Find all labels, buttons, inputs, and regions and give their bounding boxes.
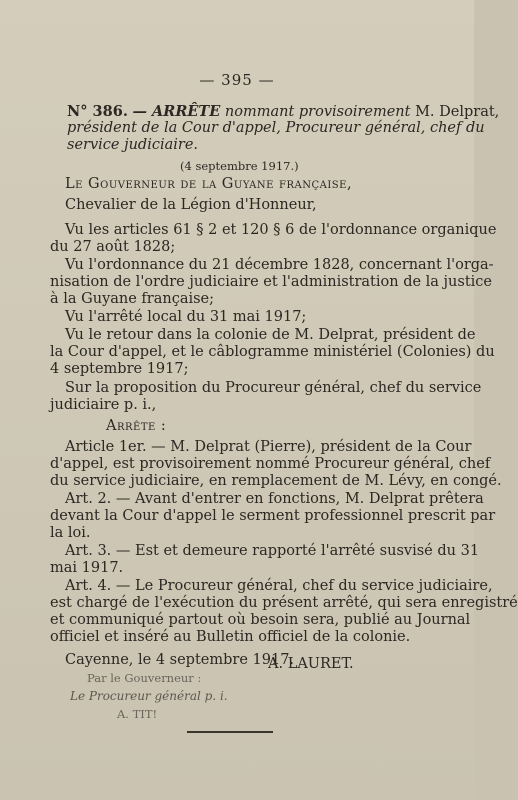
page-number: — 395 —: [199, 71, 275, 89]
decree-number: N° 386.: [67, 103, 128, 120]
article-line: et communiqué partout où besoin sera, publié au Journal: [50, 612, 471, 628]
recital-line: Vu le retour dans la colonie de M. Delprat, président de: [65, 327, 476, 343]
decree-title-line-3: service judiciaire.: [67, 137, 199, 153]
signatory-name: A. LAURET.: [268, 656, 354, 672]
article-line: officiel et inséré au Bulletin officiel de la colonie.: [50, 629, 411, 645]
place-date: Cayenne, le 4 septembre 1917.: [65, 652, 295, 668]
article-line: Art. 3. — Est et demeure rapporté l'arrêté susvisé du 31: [65, 543, 480, 559]
recital-line: Vu l'arrêté local du 31 mai 1917;: [65, 309, 307, 325]
decree-title-name: M. Delprat,: [415, 104, 500, 120]
recital-line: du 27 août 1828;: [50, 239, 176, 255]
recital-line: à la Guyane française;: [50, 291, 215, 307]
decree-title-line-1: [67, 103, 499, 121]
decree-date: (4 septembre 1917.): [180, 159, 299, 173]
article-line: du service judiciaire, en remplacement de M. Lévy, en congé.: [50, 473, 502, 489]
issuer-line-1: Le Gouverneur de la Guyane française,: [65, 176, 353, 192]
decree-title-line-2: président de la Cour d'appel, Procureur général, chef du: [67, 120, 485, 136]
recital-line: 4 septembre 1917;: [50, 361, 189, 377]
recital-line: Vu les articles 61 § 2 et 120 § 6 de l'ordonnance organique: [65, 222, 497, 238]
article-line: Article 1er. — M. Delprat (Pierre), président de la Cour: [65, 439, 472, 455]
article-line: la loi.: [50, 525, 91, 541]
article-line: d'appel, est provisoirement nommé Procureur général, chef: [50, 456, 491, 472]
recital-line: judiciaire p. i.,: [50, 397, 157, 413]
prosecutor-initials: A. TIT!: [117, 707, 158, 721]
recital-line: Sur la proposition du Procureur général, chef du service: [65, 380, 482, 396]
recital-line: nisation de l'ordre judiciaire et l'administration de la justice: [50, 274, 493, 290]
per-governor-line: Par le Gouverneur :: [87, 671, 202, 685]
article-line: mai 1917.: [50, 560, 124, 576]
article-line: devant la Cour d'appel le serment professionnel prescrit par: [50, 508, 496, 524]
article-line: Art. 4. — Le Procureur général, chef du service judiciaire,: [65, 578, 493, 594]
article-line: est chargé de l'exécution du présent arrêté, qui sera enregistré: [50, 595, 518, 611]
arrete-heading: Arrête :: [106, 418, 167, 434]
decree-type: — ARRÊTE: [132, 103, 221, 120]
section-divider: [187, 731, 273, 733]
article-line: Art. 2. — Avant d'entrer en fonctions, M. Delprat prêtera: [65, 491, 484, 507]
issuer-line-2: Chevalier de la Légion d'Honneur,: [65, 197, 317, 213]
decree-title-phrase: nommant provisoirement: [224, 104, 411, 120]
recital-line: la Cour d'appel, et le câblogramme ministériel (Colonies) du: [50, 344, 495, 360]
recital-line: Vu l'ordonnance du 21 décembre 1828, concernant l'orga-: [65, 257, 494, 273]
prosecutor-line: Le Procureur général p. i.: [70, 689, 228, 703]
